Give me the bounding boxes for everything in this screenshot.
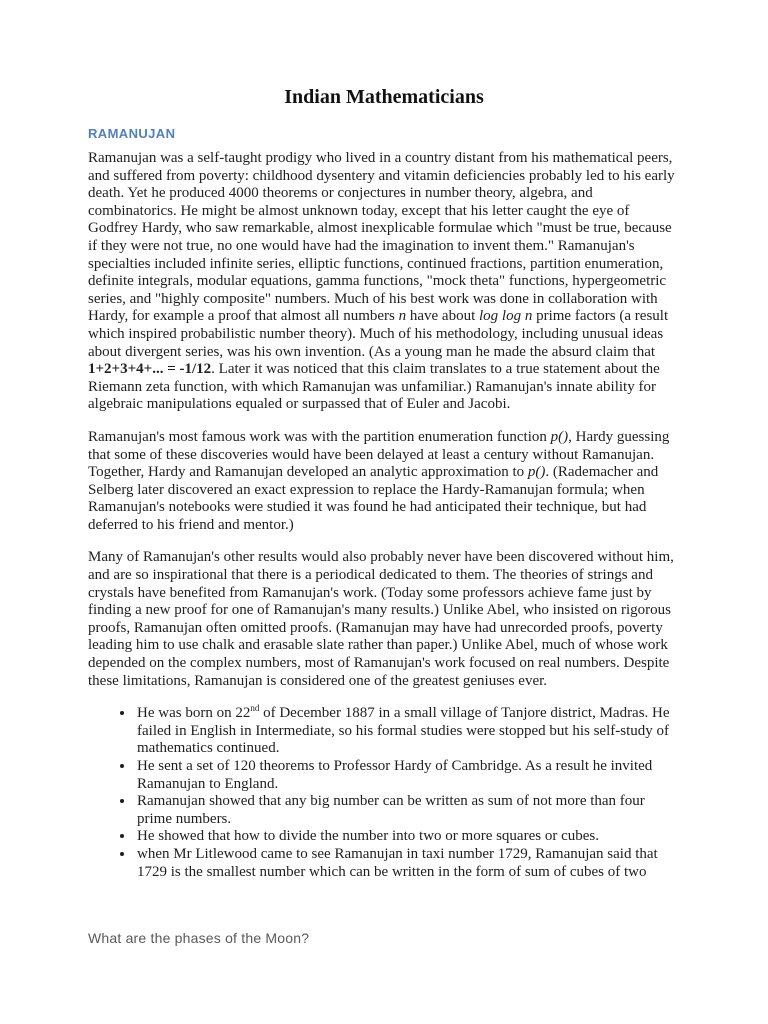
bullet-item [135,793,680,828]
text-run: Ramanujan's most famous work was with the partition enumeration function [88,428,551,445]
text-run: Ramanujan was a self-taught prodigy who lived in a country distant from his mathematical peers, and suffered from poverty: childhood dysentery and vitamin deficiencies probably led to his early death. Yet he produced 4000 theorems or conjectures in number theory, algebra, and combinatorics. He might be almost unknown today, except that his letter caught the eye of Godfrey Hardy, who saw remarkable, almost inexplicable formulae which "must be true, because if they were not true, no one would have had the imagination to invent them." Ramanujan's specialties included infinite series, elliptic functions, continued fractions, partition enumeration, definite integrals, modular equations, gamma functions, "mock theta" functions, hypergeometric series, and "highly composite" numbers. Much of his best work was done in collaboration with Hardy, for example a proof that almost all numbers [88,150,675,325]
italic-text: p() [527,464,546,481]
text-run: of December 1887 in a small village of Tanjore district, Madras. He failed in English in Intermediate, so his formal studies were stopped but his self-study of mathematics continued. [137,705,670,757]
text-run: prime factors (a result which inspired probabilistic number theory). Much of his methodology, including unusual ideas about divergent series, was his own invention. (As a young man he made the absurd claim that [88,308,669,360]
section-heading: RAMANUJAN [88,126,176,141]
text-run: He showed that how to divide the number into two or more squares or cubes. [137,828,599,845]
bullet-list [88,705,680,881]
text-run: He sent a set of 120 theorems to Professor Hardy of Cambridge. As a result he invited Ramanujan to England. [137,758,653,792]
text-run: Ramanujan showed that any big number can be written as sum of not more than four prime numbers. [137,793,645,827]
text-run: He was born on 22 [137,705,251,722]
body-paragraph [88,429,680,535]
footer-question: What are the phases of the Moon? [88,930,310,946]
bullet-item [135,828,680,846]
bold-text: 1+2+3+4+... = -1/12 [88,361,212,378]
text-run: . Later it was noticed that this claim translates to a true statement about the Riemann zeta function, with which Ramanujan was unfamiliar.) Ramanujan's innate ability for algebraic manipulations equaled or surpassed that of Euler and Jacobi. [88,361,660,413]
italic-text: n [398,308,407,325]
superscript-text: nd [250,703,260,714]
page-title: Indian Mathematicians [284,86,484,108]
body-paragraph [88,150,680,414]
italic-text: p() [550,428,569,445]
body-paragraphs [88,150,680,690]
body-paragraph [88,549,680,690]
text-run: when Mr Litlewood came to see Ramanujan in taxi number 1729, Ramanujan said that 1729 is the smallest number which can be written in the form of sum of cubes of two [137,845,658,880]
text-run: , Hardy guessing that some of these discoveries would have been delayed at least a century without Ramanujan. Together, Hardy and Ramanujan developed an analytic approximation to [88,428,670,481]
italic-text: log log n [479,308,533,325]
text-run: have about [406,308,479,325]
bullet-item [135,758,680,793]
document-content [88,84,680,881]
text-run: . (Rademacher and Selberg later discovered an exact expression to replace the Hardy-Ramanujan formula; when Ramanujan's notebooks were studied it was found he had anticipated their technique, but had deferred to his friend and mentor.) [88,464,659,533]
bullet-item [135,705,680,758]
text-run: Many of Ramanujan's other results would also probably never have been discovered without him, and are so inspirational that there is a periodical dedicated to them. The theories of strings and crystals have benefited from Ramanujan's work. (Today some professors achieve fame just by finding a new proof for one of Ramanujan's many results.) Unlike Abel, who insisted on rigorous proofs, Ramanujan often omitted proofs. (Ramanujan may have had unrecorded proofs, poverty leading him to use chalk and erasable slate rather than paper.) Unlike Abel, much of whose work depended on the complex numbers, most of Ramanujan's work focused on real numbers. Despite these limitations, Ramanujan is considered one of the greatest geniuses ever. [88,549,674,689]
bullet-item [135,846,680,881]
